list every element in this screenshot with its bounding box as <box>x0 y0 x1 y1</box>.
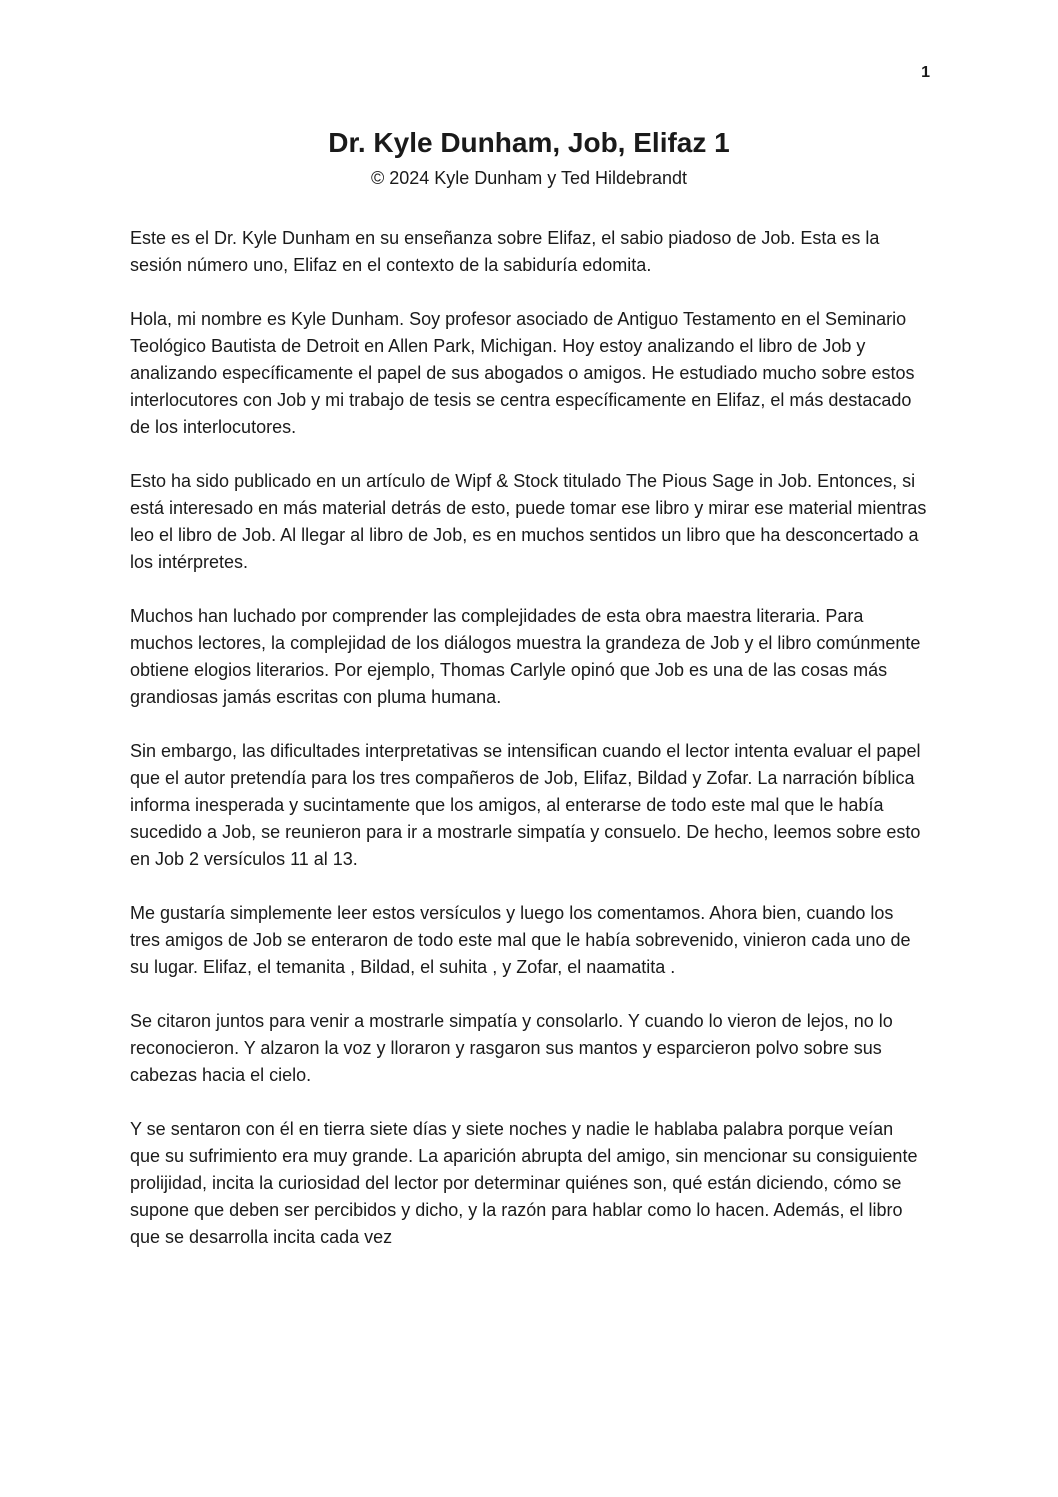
document-subtitle: © 2024 Kyle Dunham y Ted Hildebrandt <box>370 167 688 188</box>
page-number: 1 <box>921 64 930 81</box>
paragraph: Me gustaría simplemente leer estos versículos y luego los comentamos. Ahora bien, cuando los tres amigos de Job se enteraron de todo este mal que le había sobrevenido, vinieron cada uno de su lugar. Elifaz, el temanita , Bildad, el suhita , y Zofar, el naamatita . <box>130 902 911 977</box>
paragraph: Esto ha sido publicado en un artículo de Wipf & Stock titulado The Pious Sage in Job. Entonces, si está interesado en más material detrás de esto, puede tomar ese libro y mirar ese material mientras leo el libro de Job. Al llegar al libro de Job, es en muchos sentidos un libro que ha desconcertado a los intérpretes. <box>130 470 927 572</box>
document-title: Dr. Kyle Dunham, Job, Elifaz 1 <box>328 127 730 158</box>
paragraph: Hola, mi nombre es Kyle Dunham. Soy profesor asociado de Antiguo Testamento en el Seminario Teológico Bautista de Detroit en Allen Park, Michigan. Hoy estoy analizando el libro de Job y analizando específicamente el papel de sus abogados o amigos. He estudiado mucho sobre estos interlocutores con Job y mi trabajo de tesis se centra específicamente en Elifaz, el más destacado de los interlocutores. <box>130 308 915 437</box>
document-content <box>130 126 928 1278</box>
paragraph: Este es el Dr. Kyle Dunham en su enseñanza sobre Elifaz, el sabio piadoso de Job. Esta es la sesión número uno, Elifaz en el contexto de la sabiduría edomita. <box>130 227 880 275</box>
paragraph: Se citaron juntos para venir a mostrarle simpatía y consolarlo. Y cuando lo vieron de lejos, no lo reconocieron. Y alzaron la voz y lloraron y rasgaron sus mantos y esparcieron polvo sobre sus cabezas hacia el cielo. <box>130 1010 893 1085</box>
document-body <box>130 225 928 1251</box>
paragraph: Sin embargo, las dificultades interpretativas se intensifican cuando el lector intenta evaluar el papel que el autor pretendía para los tres compañeros de Job, Elifaz, Bildad y Zofar. La narración bíblica informa inesperada y sucintamente que los amigos, al enterarse de todo este mal que le había sucedido a Job, se reunieron para ir a mostrarle simpatía y consuelo. De hecho, leemos sobre esto en Job 2 versículos 11 al 13. <box>130 740 921 869</box>
paragraph: Y se sentaron con él en tierra siete días y siete noches y nadie le hablaba palabra porque veían que su sufrimiento era muy grande. La aparición abrupta del amigo, sin mencionar su consiguiente prolijidad, incita la curiosidad del lector por determinar quiénes son, qué están diciendo, cómo se supone que deben ser percibidos y dicho, y la razón para hablar como lo hacen. Además, el libro que se desarrolla incita cada vez <box>130 1118 918 1247</box>
paragraph: Muchos han luchado por comprender las complejidades de esta obra maestra literaria. Para muchos lectores, la complejidad de los diálogos muestra la grandeza de Job y el libro comúnmente obtiene elogios literarios. Por ejemplo, Thomas Carlyle opinó que Job es una de las cosas más grandiosas jamás escritas con pluma humana. <box>130 605 921 707</box>
